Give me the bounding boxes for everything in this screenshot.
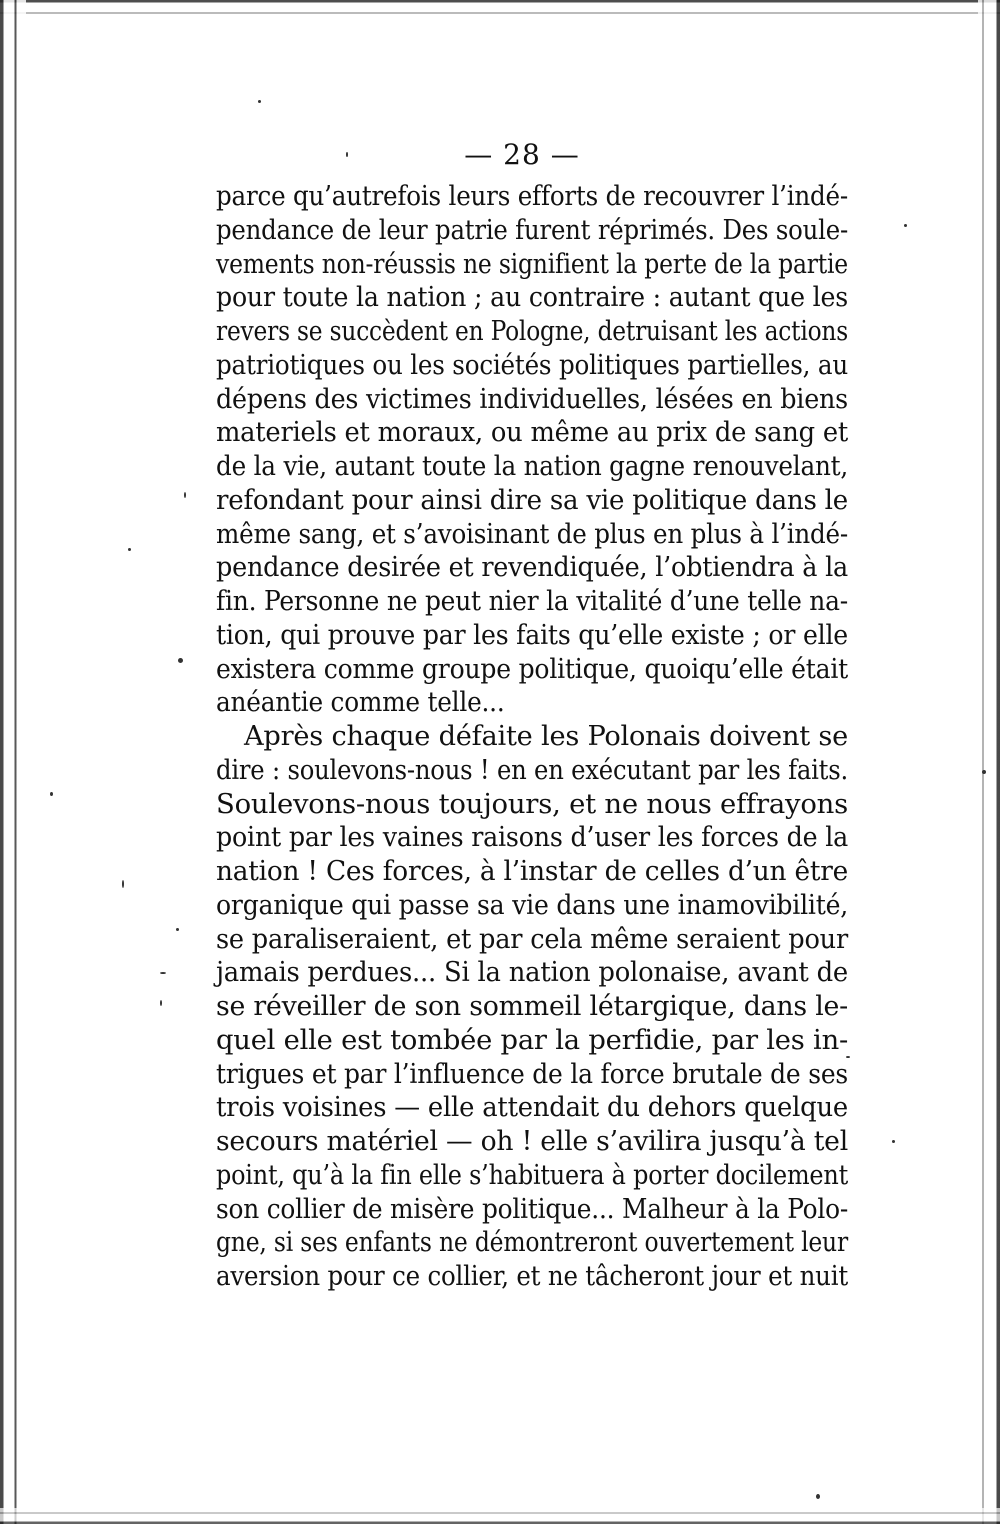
- scan-speck: [982, 770, 986, 774]
- text-line: pour toute la nation ; au contraire : autant que les: [216, 281, 848, 314]
- text-line: son collier de misère politique... Malheur à la Polo-: [216, 1192, 849, 1225]
- text-line: secours matériel — oh ! elle s’avilira jusqu’à tel: [216, 1125, 848, 1157]
- text-line: dire : soulevons-nous ! en en exécutant par les faits.: [216, 753, 848, 786]
- text-line: aversion pour ce collier, et ne tâcheront jour et nuit: [216, 1260, 848, 1292]
- scan-edge-right: [978, 0, 1000, 1524]
- text-line: revers se succèdent en Pologne, detruisant les actions: [216, 315, 848, 347]
- text-line: nation ! Ces forces, à l’instar de celles d’un être: [216, 855, 848, 887]
- scan-speck: [50, 792, 53, 796]
- scan-speck: [128, 548, 131, 551]
- text-line: organique qui passe sa vie dans une inamovibilité,: [216, 888, 849, 921]
- scan-speck: [176, 928, 179, 931]
- scan-edge-bottom: [0, 1508, 1000, 1524]
- text-line: materiels et moraux, ou même au prix de sang et: [216, 416, 848, 449]
- text-line: trigues et par l’influence de la force brutale de ses: [216, 1057, 848, 1090]
- text-line: même sang, et s’avoisinant de plus en plus à l’indé-: [216, 517, 848, 550]
- text-line: gne, si ses enfants ne démontreront ouvertement leur: [216, 1226, 848, 1259]
- scan-speck: [904, 224, 907, 227]
- text-line: de la vie, autant toute la nation gagne renouvelant,: [216, 450, 848, 482]
- page-number: — 28 —: [464, 138, 580, 171]
- scan-speck: [160, 1000, 162, 1006]
- text-line: tion, qui prouve par les faits qu’elle existe ; or elle: [216, 618, 848, 651]
- text-line: se paraliseraient, et par cela même seraient pour: [216, 922, 848, 955]
- text-line: anéantie comme telle...: [216, 686, 505, 719]
- text-line: point, qu’à la fin elle s’habituera à porter docilement: [216, 1158, 848, 1191]
- text-line: parce qu’autrefois leurs efforts de recouvrer l’indé-: [216, 180, 848, 212]
- text-line: vements non-réussis ne signifient la perte de la partie: [216, 247, 848, 280]
- text-line: se réveiller de son sommeil létargique, dans le-: [216, 990, 849, 1022]
- scan-speck: [816, 1494, 820, 1499]
- text-line: pendance desirée et revendiquée, l’obtiendra à la: [216, 551, 848, 584]
- text-line: jamais perdues... Si la nation polonaise, avant de: [216, 956, 848, 989]
- text-line: Soulevons-nous toujours, et ne nous effrayons: [216, 787, 848, 820]
- text-line: Après chaque défaite les Polonais doivent se: [244, 720, 848, 752]
- text-line: point par les vaines raisons d’user les forces de la: [216, 821, 848, 854]
- scan-speck: [122, 880, 124, 888]
- scan-speck: [184, 492, 186, 498]
- text-line: dépens des victimes individuelles, lésées en biens: [216, 382, 848, 415]
- scan-speck: [892, 1140, 895, 1143]
- text-line: refondant pour ainsi dire sa vie politique dans le: [216, 483, 848, 516]
- text-line: trois voisines — elle attendait du dehors quelque: [216, 1091, 848, 1124]
- scan-edge-top: [0, 0, 1000, 18]
- scan-speck: [258, 100, 261, 103]
- text-line: fin. Personne ne peut nier la vitalité d’une telle na-: [216, 585, 849, 617]
- text-line: pendance de leur patrie furent réprimés. Des soule-: [216, 213, 848, 246]
- scan-speck: [178, 658, 183, 663]
- text-line: quel elle est tombée par la perfidie, par les in-: [216, 1023, 848, 1056]
- scan-edge-left: [0, 0, 26, 1524]
- body-text: [216, 180, 848, 1294]
- text-line: patriotiques ou les sociétés politiques partielles, au: [216, 348, 848, 381]
- scan-speck: [160, 972, 166, 974]
- text-line: existera comme groupe politique, quoiqu’elle était: [216, 652, 848, 685]
